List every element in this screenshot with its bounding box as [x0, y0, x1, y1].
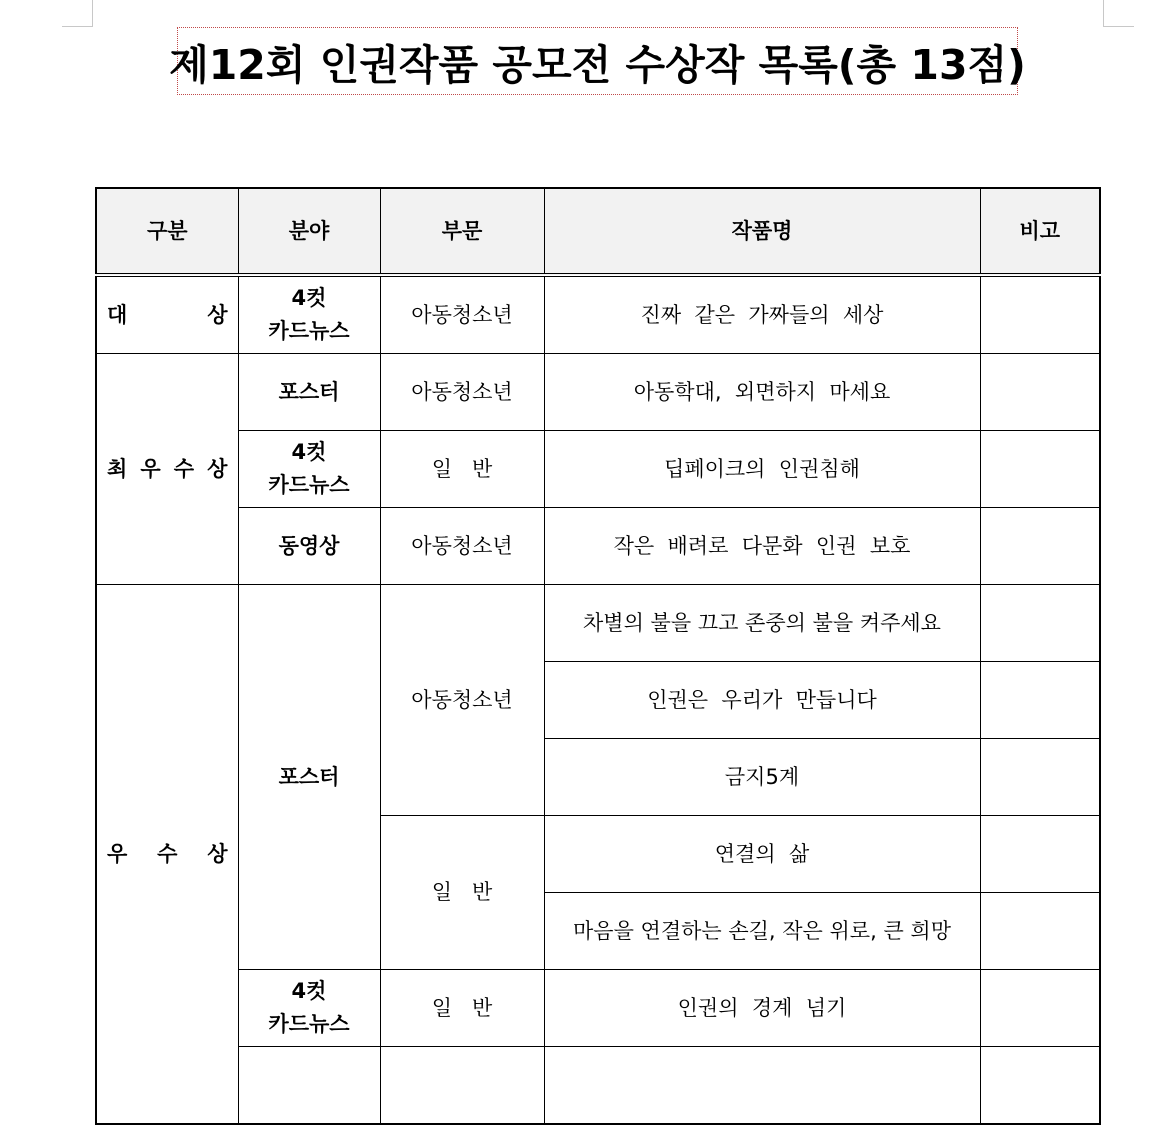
- header-grade: 구분: [96, 188, 238, 275]
- field-cell: 포스터: [238, 354, 380, 431]
- category-cell: [380, 1047, 544, 1125]
- page-corner-mark-top-right: [1103, 0, 1134, 27]
- field-cell: [238, 1047, 380, 1125]
- note-cell: [980, 739, 1100, 816]
- header-field: 분야: [238, 188, 380, 275]
- field-line: 4컷: [291, 440, 327, 464]
- category-cell: 일 반: [380, 431, 544, 508]
- note-cell: [980, 816, 1100, 893]
- field-line: 카드뉴스: [268, 319, 350, 343]
- note-cell: [980, 1047, 1100, 1125]
- table-row: [96, 1047, 1100, 1125]
- note-cell: [980, 662, 1100, 739]
- field-cell: 포스터: [238, 585, 380, 970]
- field-cell: [238, 970, 380, 1047]
- table-row: [96, 431, 1100, 508]
- grade-char: 우: [140, 456, 161, 481]
- grade-char: 대: [107, 302, 128, 327]
- category-cell: 아동청소년: [380, 508, 544, 585]
- work-title-cell: 작은 배려로 다문화 인권 보호: [544, 508, 980, 585]
- field-line: 4컷: [291, 286, 327, 310]
- field-line: 카드뉴스: [268, 1012, 350, 1036]
- table-row: [96, 275, 1100, 354]
- note-cell: [980, 893, 1100, 970]
- table-header-row: [96, 188, 1100, 275]
- grade-cell-grand: [96, 275, 238, 354]
- field-cell: [238, 275, 380, 354]
- work-title-cell: 연결의 삶: [544, 816, 980, 893]
- field-cell: 동영상: [238, 508, 380, 585]
- table-row: [96, 508, 1100, 585]
- grade-cell-excellence: [96, 354, 238, 585]
- work-title-cell: 차별의 불을 끄고 존중의 불을 켜주세요: [544, 585, 980, 662]
- note-cell: [980, 275, 1100, 354]
- work-title-cell: 금지5계: [544, 739, 980, 816]
- header-note: 비고: [980, 188, 1100, 275]
- field-line: 카드뉴스: [268, 473, 350, 497]
- award-table: [95, 187, 1101, 1125]
- grade-char: 상: [207, 302, 228, 327]
- work-title-cell: 인권은 우리가 만듭니다: [544, 662, 980, 739]
- category-cell: 일 반: [380, 816, 544, 970]
- table-row: [96, 354, 1100, 431]
- note-cell: [980, 508, 1100, 585]
- note-cell: [980, 354, 1100, 431]
- category-cell: 일 반: [380, 970, 544, 1047]
- category-cell: 아동청소년: [380, 585, 544, 816]
- grade-char: 상: [207, 841, 228, 866]
- field-line: 4컷: [291, 979, 327, 1003]
- grade-char: 수: [157, 841, 178, 866]
- table-row: [96, 585, 1100, 662]
- header-work-title: 작품명: [544, 188, 980, 275]
- grade-char: 우: [107, 841, 128, 866]
- work-title-cell: 인권의 경계 넘기: [544, 970, 980, 1047]
- work-title-cell: [544, 1047, 980, 1125]
- work-title-cell: 마음을 연결하는 손길, 작은 위로, 큰 희망: [544, 893, 980, 970]
- note-cell: [980, 970, 1100, 1047]
- page-corner-mark-top-left: [62, 0, 93, 27]
- grade-char: 최: [107, 456, 128, 481]
- table-row: [96, 970, 1100, 1047]
- field-cell: [238, 431, 380, 508]
- note-cell: [980, 585, 1100, 662]
- note-cell: [980, 431, 1100, 508]
- grade-char: 수: [173, 456, 195, 481]
- grade-char: 상: [207, 456, 228, 481]
- work-title-cell: 아동학대, 외면하지 마세요: [544, 354, 980, 431]
- header-category: 부문: [380, 188, 544, 275]
- category-cell: 아동청소년: [380, 354, 544, 431]
- work-title-cell: 진짜 같은 가짜들의 세상: [544, 275, 980, 354]
- grade-cell-merit: [96, 585, 238, 1125]
- work-title-cell: 딥페이크의 인권침해: [544, 431, 980, 508]
- document-title: 제12회 인권작품 공모전 수상작 목록(총 13점): [177, 27, 1018, 95]
- category-cell: 아동청소년: [380, 275, 544, 354]
